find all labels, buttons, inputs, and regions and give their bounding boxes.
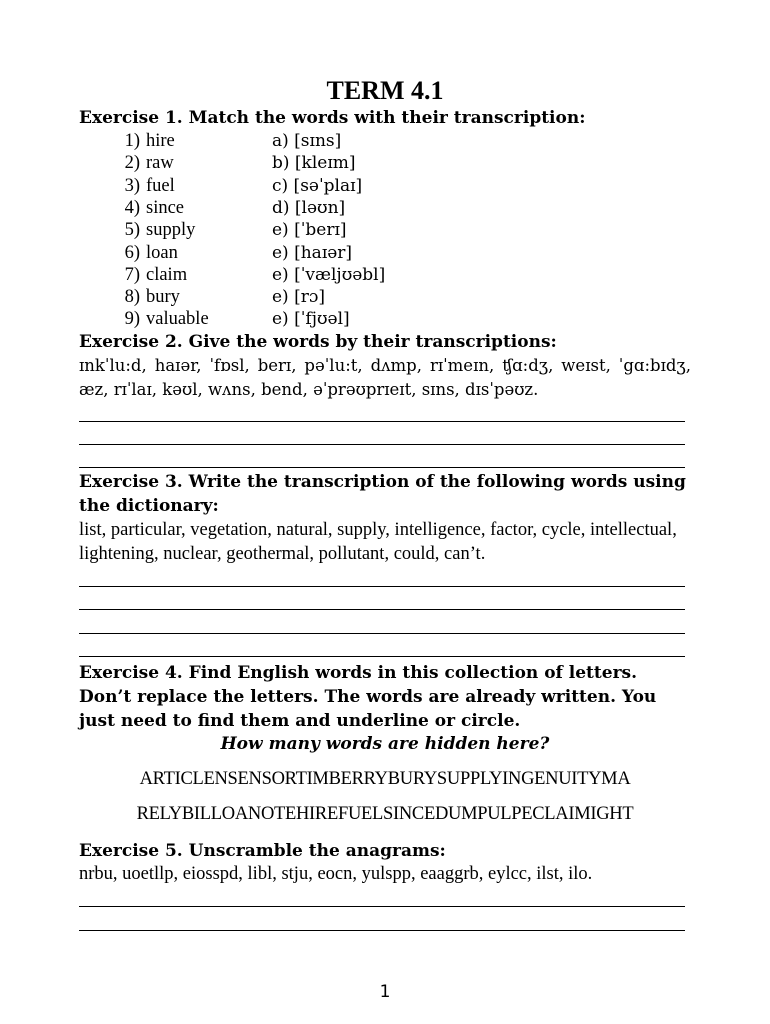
- exercise1-heading: Exercise 1. Match the words with their transcription:: [79, 108, 586, 128]
- match-number: 6): [124, 242, 140, 263]
- match-transcription: e) [ˈberɪ]: [272, 220, 347, 241]
- answer-line[interactable]: [79, 906, 685, 907]
- page-number: 1: [379, 982, 391, 1002]
- match-row: [0, 130, 770, 152]
- match-transcription: b) [kleɪm]: [272, 153, 356, 174]
- page-title: TERM 4.1: [326, 76, 444, 105]
- answer-line[interactable]: [79, 930, 685, 931]
- match-row: [0, 197, 770, 219]
- match-number: 7): [124, 264, 140, 285]
- match-row: [0, 175, 770, 197]
- match-word: supply: [146, 220, 196, 241]
- match-number: 9): [124, 309, 140, 330]
- answer-line[interactable]: [79, 444, 685, 445]
- match-word: loan: [146, 242, 178, 263]
- match-word: raw: [146, 153, 174, 174]
- match-transcription: e) [rɔ]: [272, 287, 326, 308]
- exercise4-question: How many words are hidden here?: [220, 734, 550, 754]
- answer-line[interactable]: [79, 421, 685, 422]
- match-row: [0, 152, 770, 174]
- letter-grid-line-1: ARTICLENSENSORTIMBERRYBURYSUPPLYINGENUITYMA: [139, 769, 631, 789]
- match-transcription: d) [ləʊn]: [272, 197, 346, 218]
- match-row: [0, 242, 770, 264]
- match-word: valuable: [146, 309, 209, 330]
- match-transcription: a) [sɪns]: [272, 131, 342, 151]
- match-word: fuel: [146, 175, 175, 196]
- exercise4-heading: Exercise 4. Find English words in this collection of letters. Don’t replace the letters. The words are already written. You just need to find them and underline or circle.: [79, 663, 657, 731]
- match-transcription: c) [səˈplaɪ]: [272, 175, 363, 196]
- answer-line[interactable]: [79, 609, 685, 610]
- letter-grid-line-2: RELYBILLOANOTEHIREFUELSINCEDUMPULPECLAIMIGHT: [136, 804, 634, 824]
- match-number: 2): [124, 153, 140, 174]
- exercise3-word-list: list, particular, vegetation, natural, supply, intelligence, factor, cycle, intellectual, lightening, nuclear, geothermal, pollutant, could, can’t.: [79, 520, 677, 564]
- match-row: [0, 219, 770, 241]
- match-number: 1): [124, 131, 140, 151]
- exercise5-anagrams: nrbu, uoetllp, eiosspd, libl, stju, eocn, yulspp, eaaggrb, eylcc, ilst, ilo.: [79, 864, 593, 884]
- answer-line[interactable]: [79, 467, 685, 468]
- match-word: since: [146, 197, 185, 218]
- answer-line[interactable]: [79, 586, 685, 587]
- match-word: hire: [146, 131, 175, 151]
- match-number: 4): [124, 197, 140, 218]
- answer-line[interactable]: [79, 656, 685, 657]
- exercise5-heading: Exercise 5. Unscramble the anagrams:: [79, 841, 446, 861]
- match-row: [0, 308, 770, 330]
- exercise2-transcriptions: ɪnkˈlu:d, haɪər, ˈfɒsl, berɪ, pəˈlu:t, dʌmp, rɪˈmeɪn, ʧɑ:dʒ, weɪst, ˈgɑ:bɪdʒ, æz, rɪˈlaɪ, kəʊl, wʌns, bend, əˈprəʊprɪeɪt, sɪns, dɪsˈpəʊz.: [79, 356, 691, 399]
- match-transcription: e) [ˈfjʊəl]: [272, 309, 350, 330]
- answer-line[interactable]: [79, 633, 685, 634]
- match-transcription: e) [haɪər]: [272, 242, 353, 263]
- match-transcription: e) [ˈvæljʊəbl]: [272, 264, 386, 285]
- match-number: 5): [124, 220, 140, 241]
- match-word: claim: [146, 264, 188, 285]
- exercise3-heading: Exercise 3. Write the transcription of the following words using the dictionary:: [79, 472, 686, 516]
- match-row: [0, 264, 770, 286]
- exercise2-heading: Exercise 2. Give the words by their transcriptions:: [79, 332, 557, 352]
- match-number: 8): [124, 287, 140, 308]
- match-number: 3): [124, 175, 140, 196]
- match-word: bury: [146, 287, 180, 308]
- match-row: [0, 286, 770, 308]
